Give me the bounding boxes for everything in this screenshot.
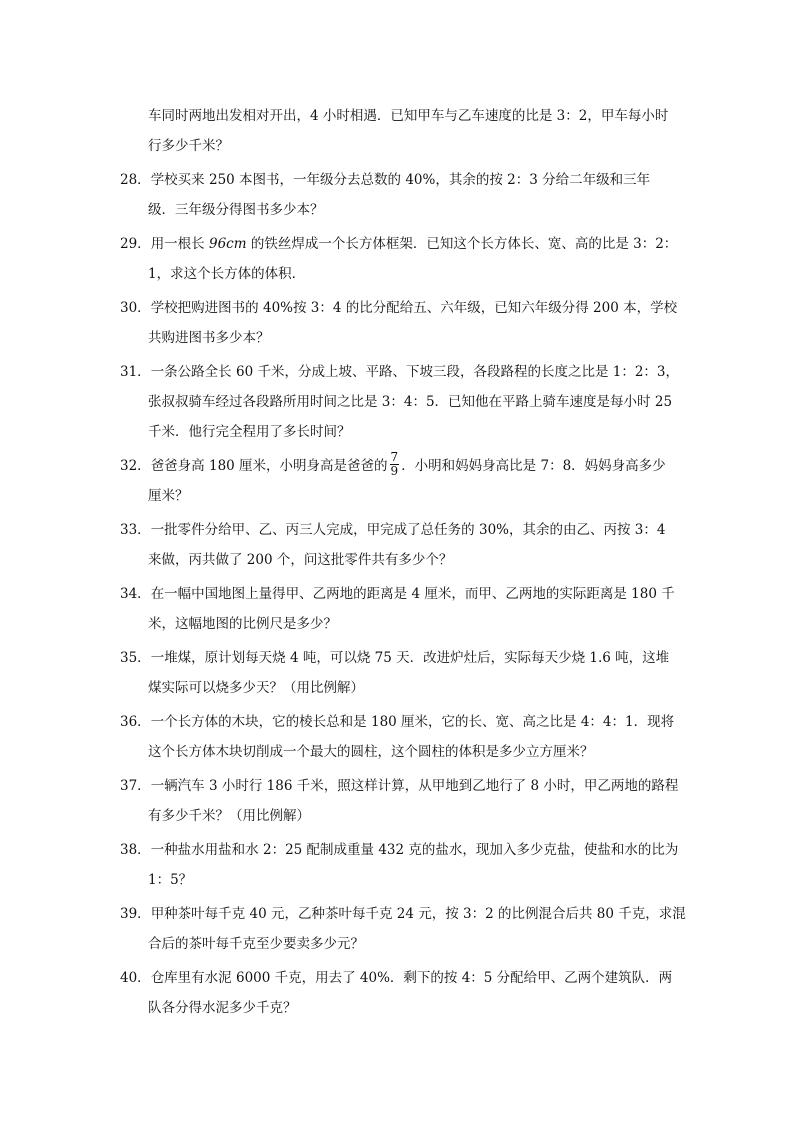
problem-number: 33． [120, 522, 151, 538]
problem-number: 36． [120, 714, 151, 730]
problem-text: 学校买来 250 本图书，一年级分去总数的 40%，其余的按 2：3 分给二年级和三年 [150, 172, 651, 188]
problem-39 [120, 899, 688, 959]
problem-number: 34． [120, 586, 151, 602]
problem-number: 40． [120, 970, 151, 986]
problem-text: 来做，丙共做了 200 个，问这批零件共有多少个？ [148, 552, 453, 568]
problem-number: 39． [120, 906, 151, 922]
problem-number: 37． [120, 778, 151, 794]
problem-number: 28． [120, 172, 151, 188]
problem-list [120, 165, 688, 1027]
problem-text: 仓库里有水泥 6000 千克，用去了 40%．剩下的按 4：5 分配给甲、乙两个建筑队．两 [150, 970, 673, 986]
problem-37 [120, 771, 688, 831]
problem-text: ．小明和妈妈身高比是 7：8．妈妈身高多少 [401, 458, 666, 474]
problem-34 [120, 579, 688, 639]
problem-33 [120, 515, 688, 575]
problem-number: 31． [120, 364, 151, 380]
problem-31 [120, 357, 688, 447]
problem-number: 29． [120, 236, 151, 252]
problem-27-continuation [148, 101, 688, 161]
problem-text: 1，求这个长方体的体积． [148, 266, 306, 282]
problem-text: 煤实际可以烧多少天？（用比例解） [148, 680, 364, 696]
problem-32 [120, 451, 688, 511]
problem-text: 在一幅中国地图上量得甲、乙两地的距离是 4 厘米，而甲、乙两地的实际距离是 180 千 [150, 586, 675, 602]
problem-text: 1：5？ [148, 872, 193, 888]
fraction-numerator: 7 [390, 450, 399, 464]
problem-text: 甲种茶叶每千克 40 元，乙种茶叶每千克 24 元，按 3：2 的比例混合后共 80 千克，求混 [150, 906, 686, 922]
problem-text: 一辆汽车 3 小时行 186 千米，照这样计算，从甲地到乙地行了 8 小时，甲乙两地的路程 [150, 778, 679, 794]
fraction-denominator: 9 [390, 464, 399, 478]
problem-text: 的铁丝焊成一个长方体框架．已知这个长方体长、宽、高的比是 3：2： [246, 236, 678, 252]
problem-text: 张叔叔骑车经过各段路所用时间之比是 3：4：5．已知他在平路上骑车速度是每小时 25 [148, 394, 673, 410]
problem-text: 用一根长 [150, 236, 209, 252]
problem-text: 队各分得水泥多少千克？ [148, 1000, 297, 1016]
problem-text: 厘米？ [148, 488, 189, 504]
problem-text: 共购进图书多少本？ [148, 330, 270, 346]
problem-text: 一个长方体的木块，它的棱长总和是 180 厘米，它的长、宽、高之比是 4：4：1．现将 [150, 714, 675, 730]
problem-number: 38． [120, 842, 151, 858]
problem-number: 30． [120, 300, 151, 316]
problem-text-italic: 96cm [208, 236, 247, 252]
problem-38 [120, 835, 688, 895]
problem-text: 一条公路全长 60 千米，分成上坡、平路、下坡三段，各段路程的长度之比是 1：2：3， [150, 364, 680, 380]
text-line: 车同时两地出发相对开出，4 小时相遇．已知甲车与乙车速度的比是 3：2，甲车每小时 [148, 108, 669, 124]
problem-36 [120, 707, 688, 767]
problem-text: 有多少千米？（用比例解） [148, 808, 310, 824]
fraction [390, 451, 400, 478]
problem-text: 千米．他行完全程用了多长时间？ [148, 424, 351, 440]
problem-text: 级．三年级分得图书多少本？ [148, 202, 324, 218]
problem-35 [120, 643, 688, 703]
problem-number: 32． [120, 458, 151, 474]
problem-text: 学校把购进图书的 40%按 3：4 的比分配给五、六年级，已知六年级分得 200 本，学校 [150, 300, 678, 316]
problem-28 [120, 165, 688, 225]
problem-text: 合后的茶叶每千克至少要卖多少元？ [148, 936, 364, 952]
problem-text: 一堆煤，原计划每天烧 4 吨，可以烧 75 天．改进炉灶后，实际每天少烧 1.6 吨，这堆 [150, 650, 670, 666]
problem-text: 爸爸身高 180 厘米，小明身高是爸爸的 [150, 458, 388, 474]
problem-40 [120, 963, 688, 1023]
problem-text: 米，这幅地图的比例尺是多少？ [148, 616, 337, 632]
problem-30 [120, 293, 688, 353]
problem-text: 一批零件分给甲、乙、丙三人完成，甲完成了总任务的 30%，其余的由乙、丙按 3：4 [150, 522, 666, 538]
problem-text: 这个长方体木块切削成一个最大的圆柱，这个圆柱的体积是多少立方厘米？ [148, 744, 594, 760]
problem-29 [120, 229, 688, 289]
problem-text: 一种盐水用盐和水 2：25 配制成重量 432 克的盐水，现加入多少克盐，使盐和水的比为 [150, 842, 679, 858]
text-line: 行多少千米？ [148, 138, 229, 154]
problem-number: 35． [120, 650, 151, 666]
